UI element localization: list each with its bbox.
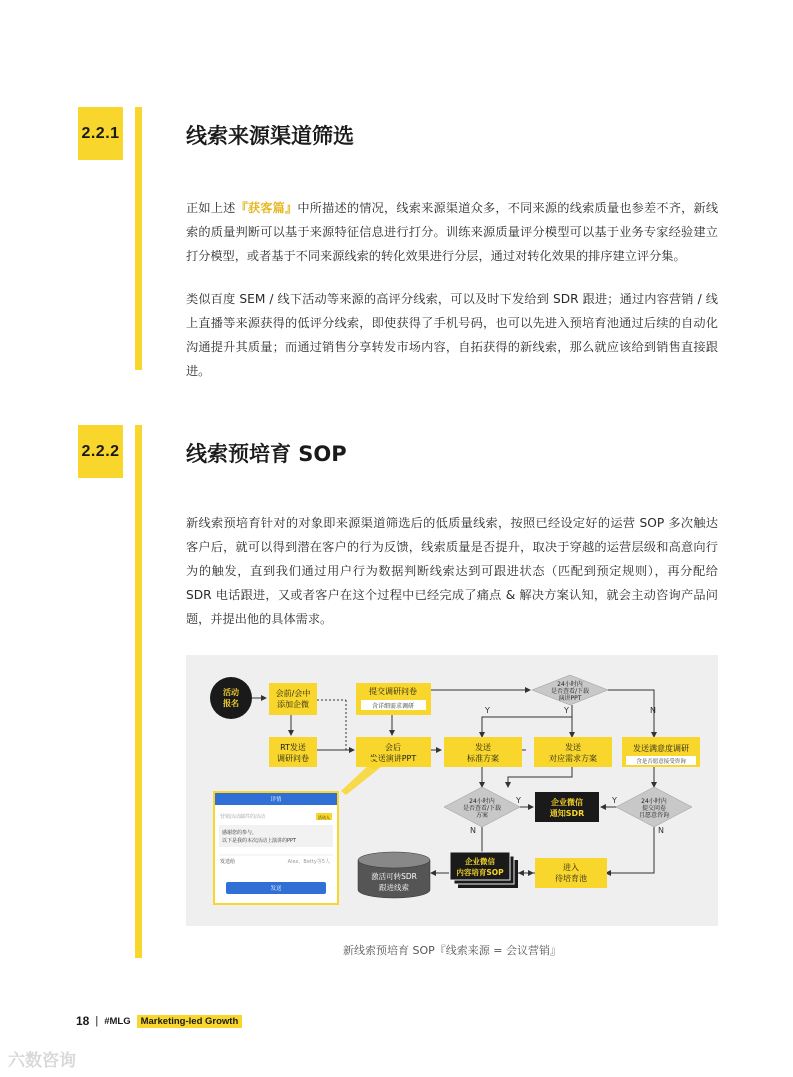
svg-text:N: N — [470, 826, 476, 835]
svg-text:是否查看/下载: 是否查看/下载 — [462, 805, 502, 812]
svg-text:会前/会中: 会前/会中 — [275, 689, 311, 698]
svg-text:Y: Y — [564, 706, 569, 715]
svg-text:发送: 发送 — [270, 886, 282, 892]
svg-text:含是否愿意接受咨询: 含是否愿意接受咨询 — [636, 759, 686, 765]
section-paragraph: 新线索预培育针对的对象即来源渠道筛选后的低质量线索，按照已经设定好的运营 SOP 多次触达客户后，就可以得到潜在客户的行为反馈，线索质量是否提升，取决于穿越的运营层级和高意向行为的触发，直到我们通过用户行为数据判断线索达到可跟进状态（匹配到预定规则），再分配给 SDR 电话跟进，又或者客户在这个过程中已经完成了痛点 & 解决方案认知，就会主动咨询产品问题，并提出他的具体需求。 — [186, 516, 718, 626]
svg-text:感谢您的参与，: 感谢您的参与， — [222, 830, 258, 836]
svg-text:对应需求方案: 对应需求方案 — [549, 754, 597, 763]
svg-text:Y: Y — [485, 706, 490, 715]
svg-text:待培育池: 待培育池 — [555, 874, 587, 883]
highlight-reference: 『获客篇』 — [235, 201, 298, 215]
svg-text:企业微信: 企业微信 — [465, 857, 495, 866]
svg-text:发送给: 发送给 — [220, 859, 236, 865]
svg-text:演讲PPT: 演讲PPT — [558, 695, 582, 702]
svg-text:详情: 详情 — [270, 797, 282, 803]
svg-text:Alex、Betty等5人: Alex、Betty等5人 — [287, 859, 330, 865]
section-accent-bar — [135, 425, 142, 958]
section-number-badge: 2.2.2 — [78, 425, 123, 478]
svg-text:RT发送: RT发送 — [280, 743, 306, 752]
section-number-badge: 2.2.1 — [78, 107, 123, 160]
phone-mockup — [214, 792, 338, 904]
svg-text:营销活动邮件的活动: 营销活动邮件的活动 — [220, 814, 266, 820]
svg-text:企业微信: 企业微信 — [551, 798, 583, 807]
svg-text:含详细需求调研: 含详细需求调研 — [371, 703, 415, 710]
svg-text:方案: 方案 — [475, 812, 489, 819]
svg-text:24小时内: 24小时内 — [557, 681, 583, 688]
svg-text:发送: 发送 — [475, 743, 491, 752]
svg-text:进入: 进入 — [563, 863, 579, 872]
svg-text:Y: Y — [516, 796, 521, 805]
svg-text:以下是我的本次活动上演讲的PPT: 以下是我的本次活动上演讲的PPT — [222, 838, 297, 844]
footer-pill: Marketing-led Growth — [137, 1015, 243, 1028]
svg-text:提交调研问卷: 提交调研问卷 — [369, 687, 417, 696]
section-accent-bar — [135, 107, 142, 370]
svg-text:提交问卷: 提交问卷 — [641, 805, 667, 812]
svg-text:N: N — [658, 826, 664, 835]
svg-text:内容培育SOP: 内容培育SOP — [456, 868, 504, 877]
svg-text:激活可转SDR: 激活可转SDR — [371, 872, 417, 881]
footer-separator: | — [95, 1015, 99, 1027]
svg-text:跟进线索: 跟进线索 — [379, 883, 409, 892]
svg-text:N: N — [650, 706, 656, 715]
section-paragraph: 类似百度 SEM / 线下活动等来源的高评分线索，可以及时下发给到 SDR 跟进；通过内容营销 / 线上直播等来源获得的低评分线索，即使获得了手机号码，也可以先进入预培育池通过后续的自动化沟通提升其质量；而通过销售分享转发市场内容，自拓获得的新线索，那么就应该给到销售直接跟进。 — [186, 292, 718, 378]
svg-text:调研问卷: 调研问卷 — [277, 754, 309, 763]
watermark-logo: 六数咨询 — [8, 1051, 76, 1071]
section-paragraph: 正如上述『获客篇』中所描述的情况，线索来源渠道众多，不同来源的线索质量也参差不齐，新线索的质量判断可以基于来源特征信息进行打分。训练来源质量评分模型可以基于业务专家经验建立打分模型，或者基于不同来源线索的转化效果进行分层，通过对转化效果的排序建立评分集。 — [186, 201, 719, 263]
svg-text:发送满意度调研: 发送满意度调研 — [633, 744, 689, 753]
svg-text:是否查看/下载: 是否查看/下载 — [550, 688, 590, 695]
svg-text:标准方案: 标准方案 — [467, 754, 499, 763]
svg-text:发送: 发送 — [565, 743, 581, 752]
figure-caption: 新线索预培育 SOP『线索来源 = 会议营销』 — [343, 944, 561, 957]
start-node — [210, 677, 252, 719]
svg-text:添加企微: 添加企微 — [277, 700, 309, 709]
footer-hashtag: #MLG — [104, 1015, 131, 1027]
svg-text:报名: 报名 — [223, 699, 239, 708]
sop-flowchart — [186, 655, 718, 926]
page-number: 18 — [76, 1014, 90, 1028]
section-title: 线索来源渠道筛选 — [186, 124, 354, 148]
svg-text:Y: Y — [612, 796, 617, 805]
content-sop-node — [450, 852, 518, 888]
page-footer — [76, 1014, 242, 1028]
database-node — [358, 852, 430, 898]
svg-text:活动: 活动 — [223, 688, 239, 697]
section-title: 线索预培育 SOP — [186, 442, 347, 466]
svg-text:且愿意咨询: 且愿意咨询 — [638, 812, 670, 819]
svg-text:会后: 会后 — [385, 743, 401, 752]
svg-text:通知SDR: 通知SDR — [549, 809, 585, 818]
svg-text:发送演讲PPT: 发送演讲PPT — [369, 754, 417, 763]
svg-text:24小时内: 24小时内 — [469, 798, 495, 805]
svg-text:24小时内: 24小时内 — [641, 798, 667, 805]
svg-text:活动人: 活动人 — [318, 815, 330, 820]
